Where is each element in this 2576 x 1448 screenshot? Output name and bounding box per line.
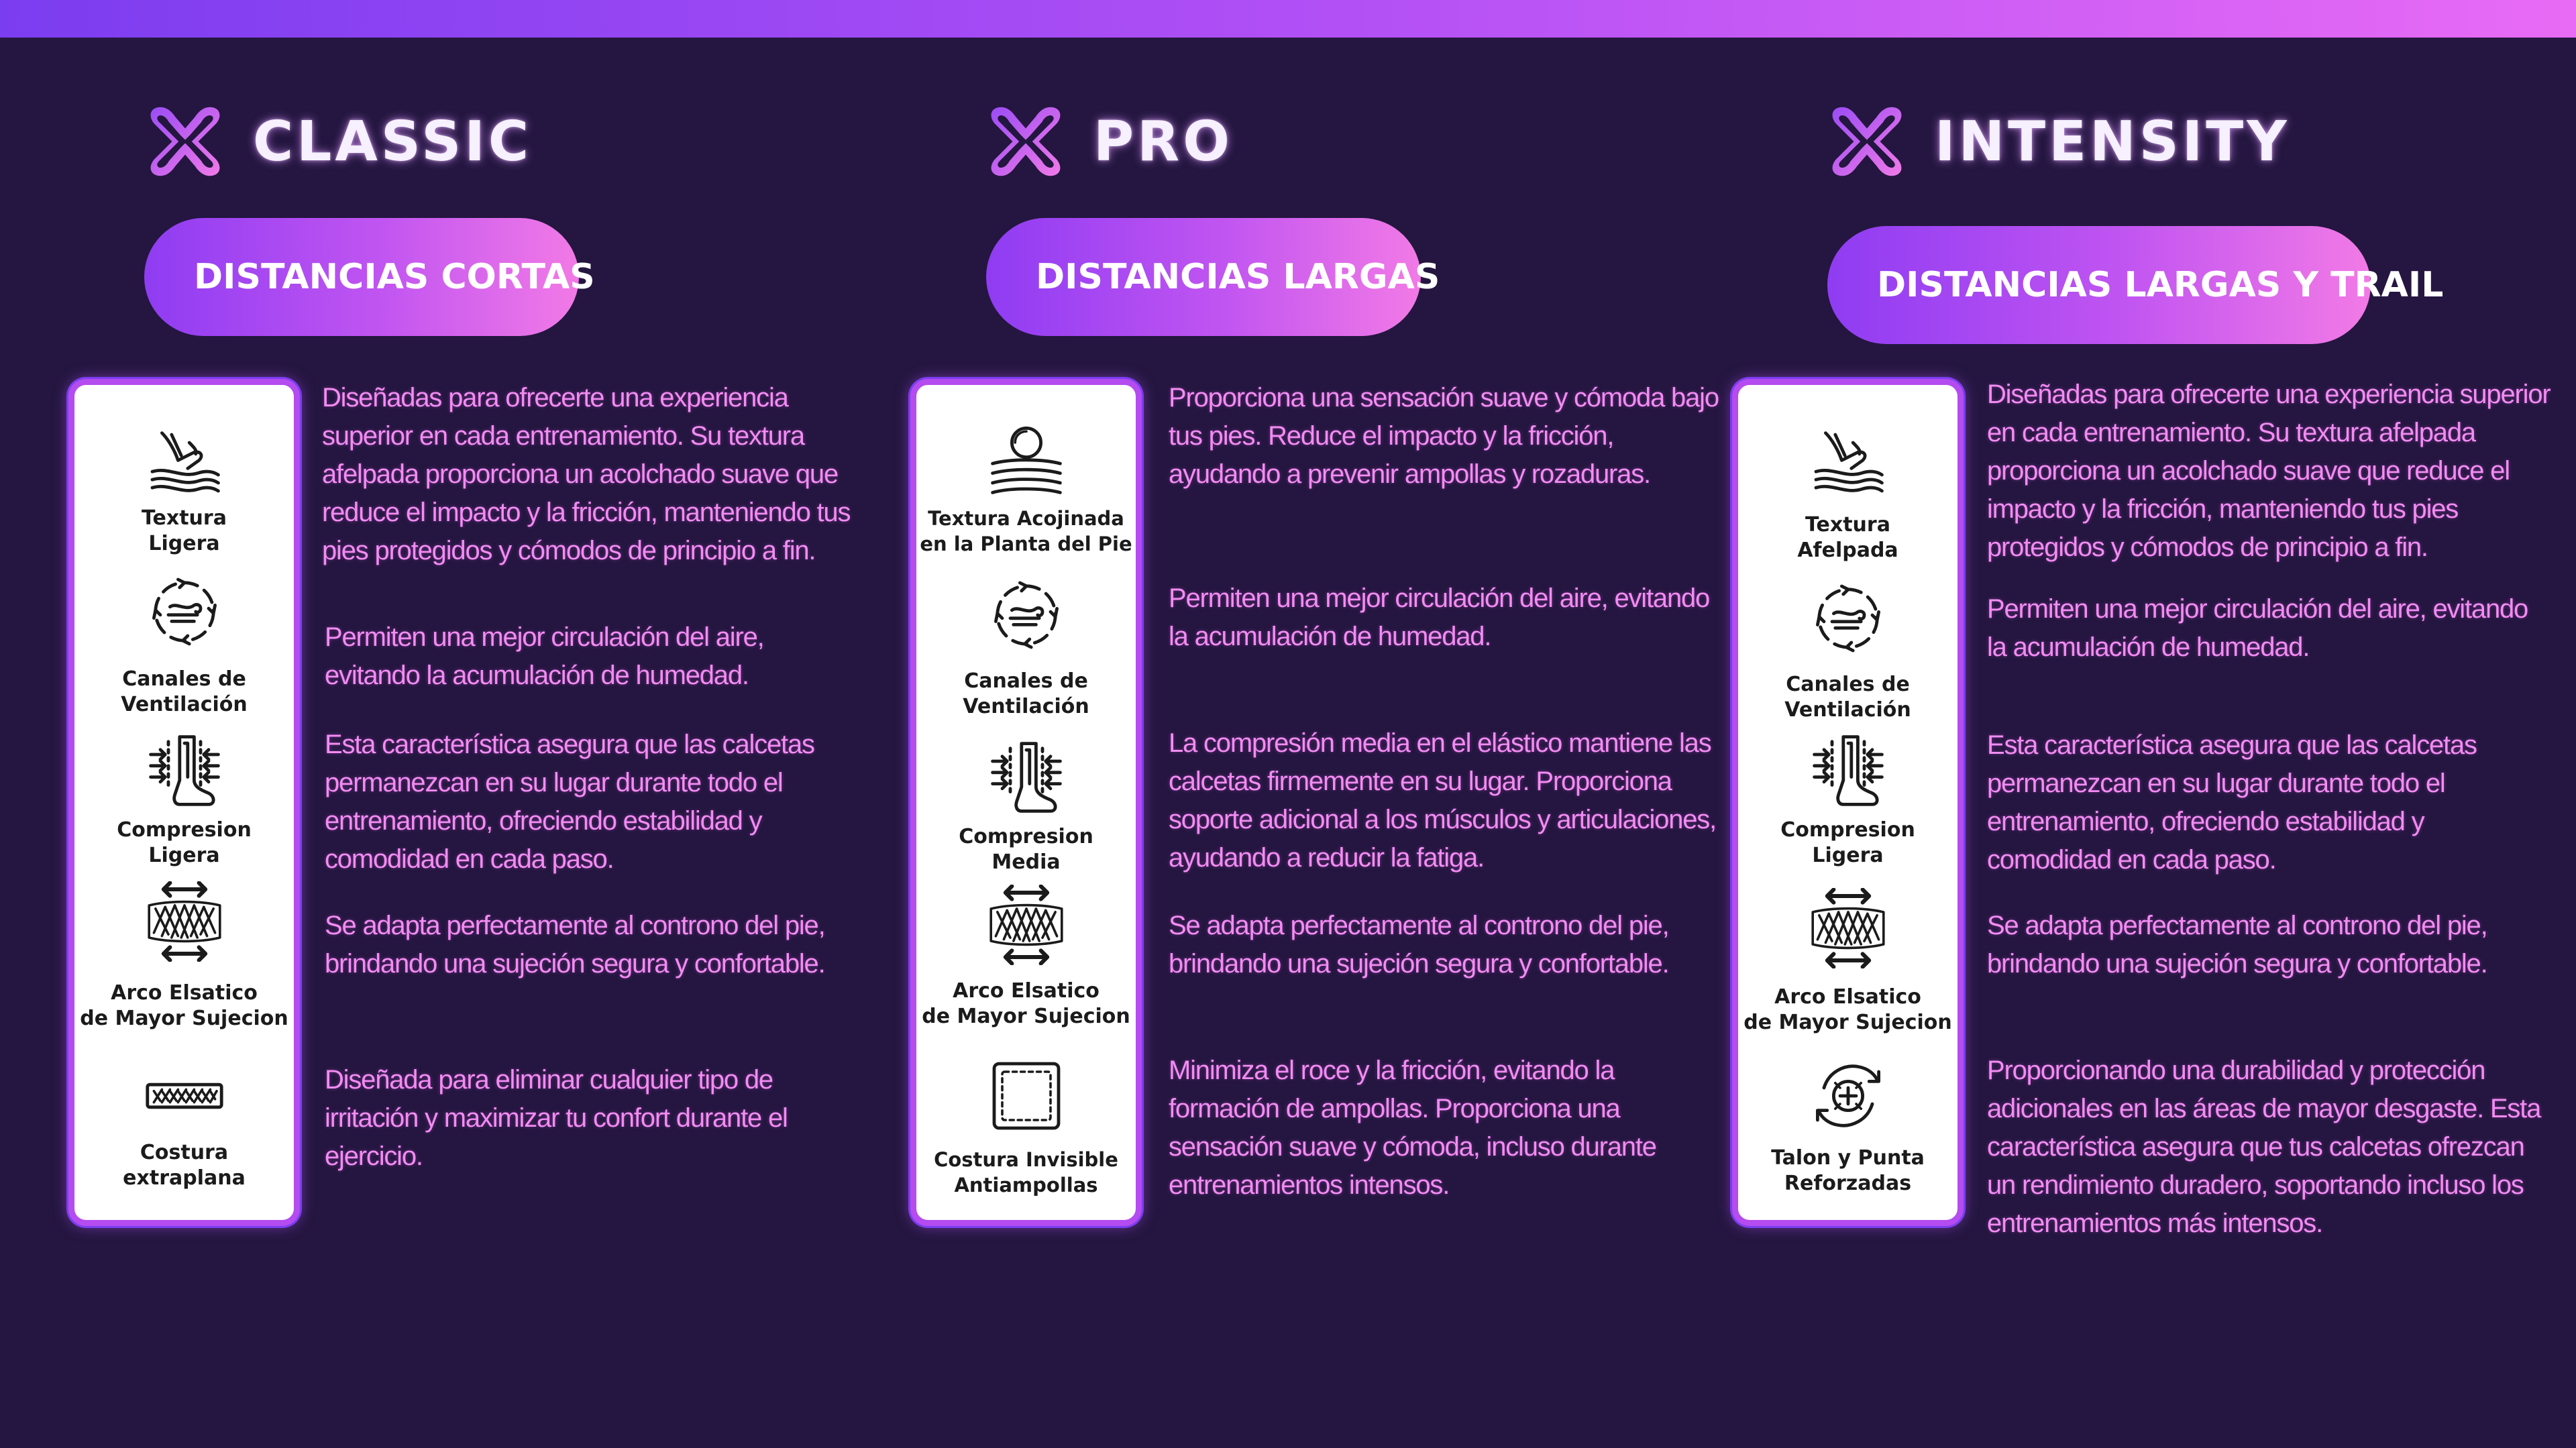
brand-header <box>1826 101 2290 182</box>
feature-compression <box>1738 730 1957 869</box>
feature-label: Costura Invisible Antiampollas <box>934 1148 1118 1196</box>
feature-card <box>910 379 1142 1226</box>
compression-icon <box>986 737 1067 818</box>
elastic-arch-icon <box>1808 888 1888 968</box>
description-paragraph: Diseñadas para ofrecerte una experiencia superior en cada entrenamiento. Su textura afelpada proporciona un acolchado suave que reduce el impacto y la fricción, manteniendo tus pies protegidos y cómodos de principio a fin. <box>322 383 851 565</box>
feature-label: Textura Afelpada <box>1797 513 1898 562</box>
description-paragraph: Permiten una mejor circulación del aire, evitando la acumulación de humedad. <box>1987 594 2528 662</box>
description-paragraph: Esta característica asegura que las calcetas permanezcan en su lugar durante todo el entrenamiento, ofreciendo estabilidad y comodidad en cada paso. <box>1987 730 2477 875</box>
feature-reinforced-heel-toe <box>1738 1056 1957 1196</box>
description-paragraph: Diseñada para eliminar cualquier tipo de irritación y maximizar tu confort durante el ejercicio. <box>325 1065 788 1171</box>
feature-ventilation <box>1738 578 1957 723</box>
brand-logo-icon <box>1826 101 1908 182</box>
feature-label: Canales de Ventilación <box>1784 673 1911 722</box>
feature-invisible-seam <box>916 1056 1136 1198</box>
feature-ventilation <box>916 575 1136 720</box>
brand-name: CLASSIC <box>253 109 533 174</box>
feature-cushioned-sole <box>916 419 1136 557</box>
feature-label: Arco Elsatico de Mayor Sujecion <box>80 981 288 1030</box>
description-paragraph: Se adapta perfectamente al controno del pie, brindando una sujeción segura y confortable. <box>325 911 825 979</box>
feature-label: Arco Elsatico de Mayor Sujecion <box>1743 985 1952 1034</box>
description-paragraph: Se adapta perfectamente al controno del pie, brindando una sujeción segura y confortable. <box>1987 911 2487 979</box>
cushioned-sole-icon <box>986 419 1067 499</box>
feature-label: Compresion Ligera <box>1780 818 1915 867</box>
description-paragraph: Se adapta perfectamente al controno del pie, brindando una sujeción segura y confortable. <box>1169 911 1669 979</box>
feature-label: Compresion Media <box>959 825 1093 874</box>
compression-icon <box>1808 730 1888 811</box>
feature-card <box>1732 379 1964 1226</box>
feature-label: Talon y Punta Reforzadas <box>1771 1146 1925 1195</box>
description-paragraph: Minimiza el roce y la fricción, evitando la formación de ampollas. Proporciona una sensación suave y cómoda, incluso durante entrenamientos intensos. <box>1169 1056 1656 1200</box>
feature-compression <box>916 737 1136 875</box>
ventilation-icon <box>986 575 1067 655</box>
description-paragraph: Permiten una mejor circulación del aire, evitando la acumulación de humedad. <box>325 622 764 690</box>
brand-name: PRO <box>1093 109 1233 174</box>
description-paragraph: Esta característica asegura que las calcetas permanezcan en su lugar durante todo el entrenamiento, ofreciendo estabilidad y comodidad en cada paso. <box>325 730 814 874</box>
description-paragraph: Proporcionando una durabilidad y protección adicionales en las áreas de mayor desgaste. Esta característica asegura que tus calcetas ofrezcan un rendimiento duradero, soportando incluso los entrenamientos más intensos. <box>1987 1056 2541 1238</box>
plush-texture-icon <box>1808 419 1888 499</box>
feature-label: Textura Ligera <box>142 506 227 555</box>
brand-header <box>985 101 1233 182</box>
reinforced-heel-toe-icon <box>1808 1056 1888 1136</box>
description-paragraph: Permiten una mejor circulación del aire, evitando la acumulación de humedad. <box>1169 583 1710 651</box>
feature-label: Costura extraplana <box>123 1141 246 1190</box>
description-paragraph: Diseñadas para ofrecerte una experiencia superior en cada entrenamiento. Su textura afelpada proporciona un acolchado suave que reduce el impacto y la fricción, manteniendo tus pies protegidos y cómodos de principio a fin. <box>1987 380 2551 562</box>
feature-label: Canales de Ventilación <box>963 669 1089 718</box>
feature-label: Textura Acojinada en la Planta del Pie <box>920 507 1132 555</box>
ventilation-icon <box>1808 578 1888 659</box>
description-paragraph: La compresión media en el elástico mantiene las calcetas firmemente en su lugar. Proporciona soporte adicional a los músculos y articulaciones, ayudando a reducir la fatiga. <box>1169 728 1716 873</box>
elastic-arch-icon <box>986 885 1067 965</box>
brand-name: INTENSITY <box>1935 109 2290 174</box>
feature-elastic-arch <box>916 885 1136 1029</box>
distance-badge: DISTANCIAS CORTAS <box>144 218 579 336</box>
invisible-seam-icon <box>986 1056 1067 1136</box>
feature-label: Arco Elsatico de Mayor Sujecion <box>922 979 1130 1028</box>
distance-badge: DISTANCIAS LARGAS Y TRAIL <box>1827 226 2371 344</box>
feature-elastic-arch <box>1738 888 1957 1036</box>
feature-label: Compresion Ligera <box>117 818 252 867</box>
brand-logo-icon <box>985 101 1067 182</box>
feature-label: Canales de Ventilación <box>121 667 248 716</box>
distance-badge: DISTANCIAS LARGAS <box>986 218 1421 336</box>
feature-plush-texture <box>1738 419 1957 563</box>
description-paragraph: Proporciona una sensación suave y cómoda bajo tus pies. Reduce el impacto y la fricción, ayudando a prevenir ampollas y rozaduras. <box>1169 383 1719 489</box>
